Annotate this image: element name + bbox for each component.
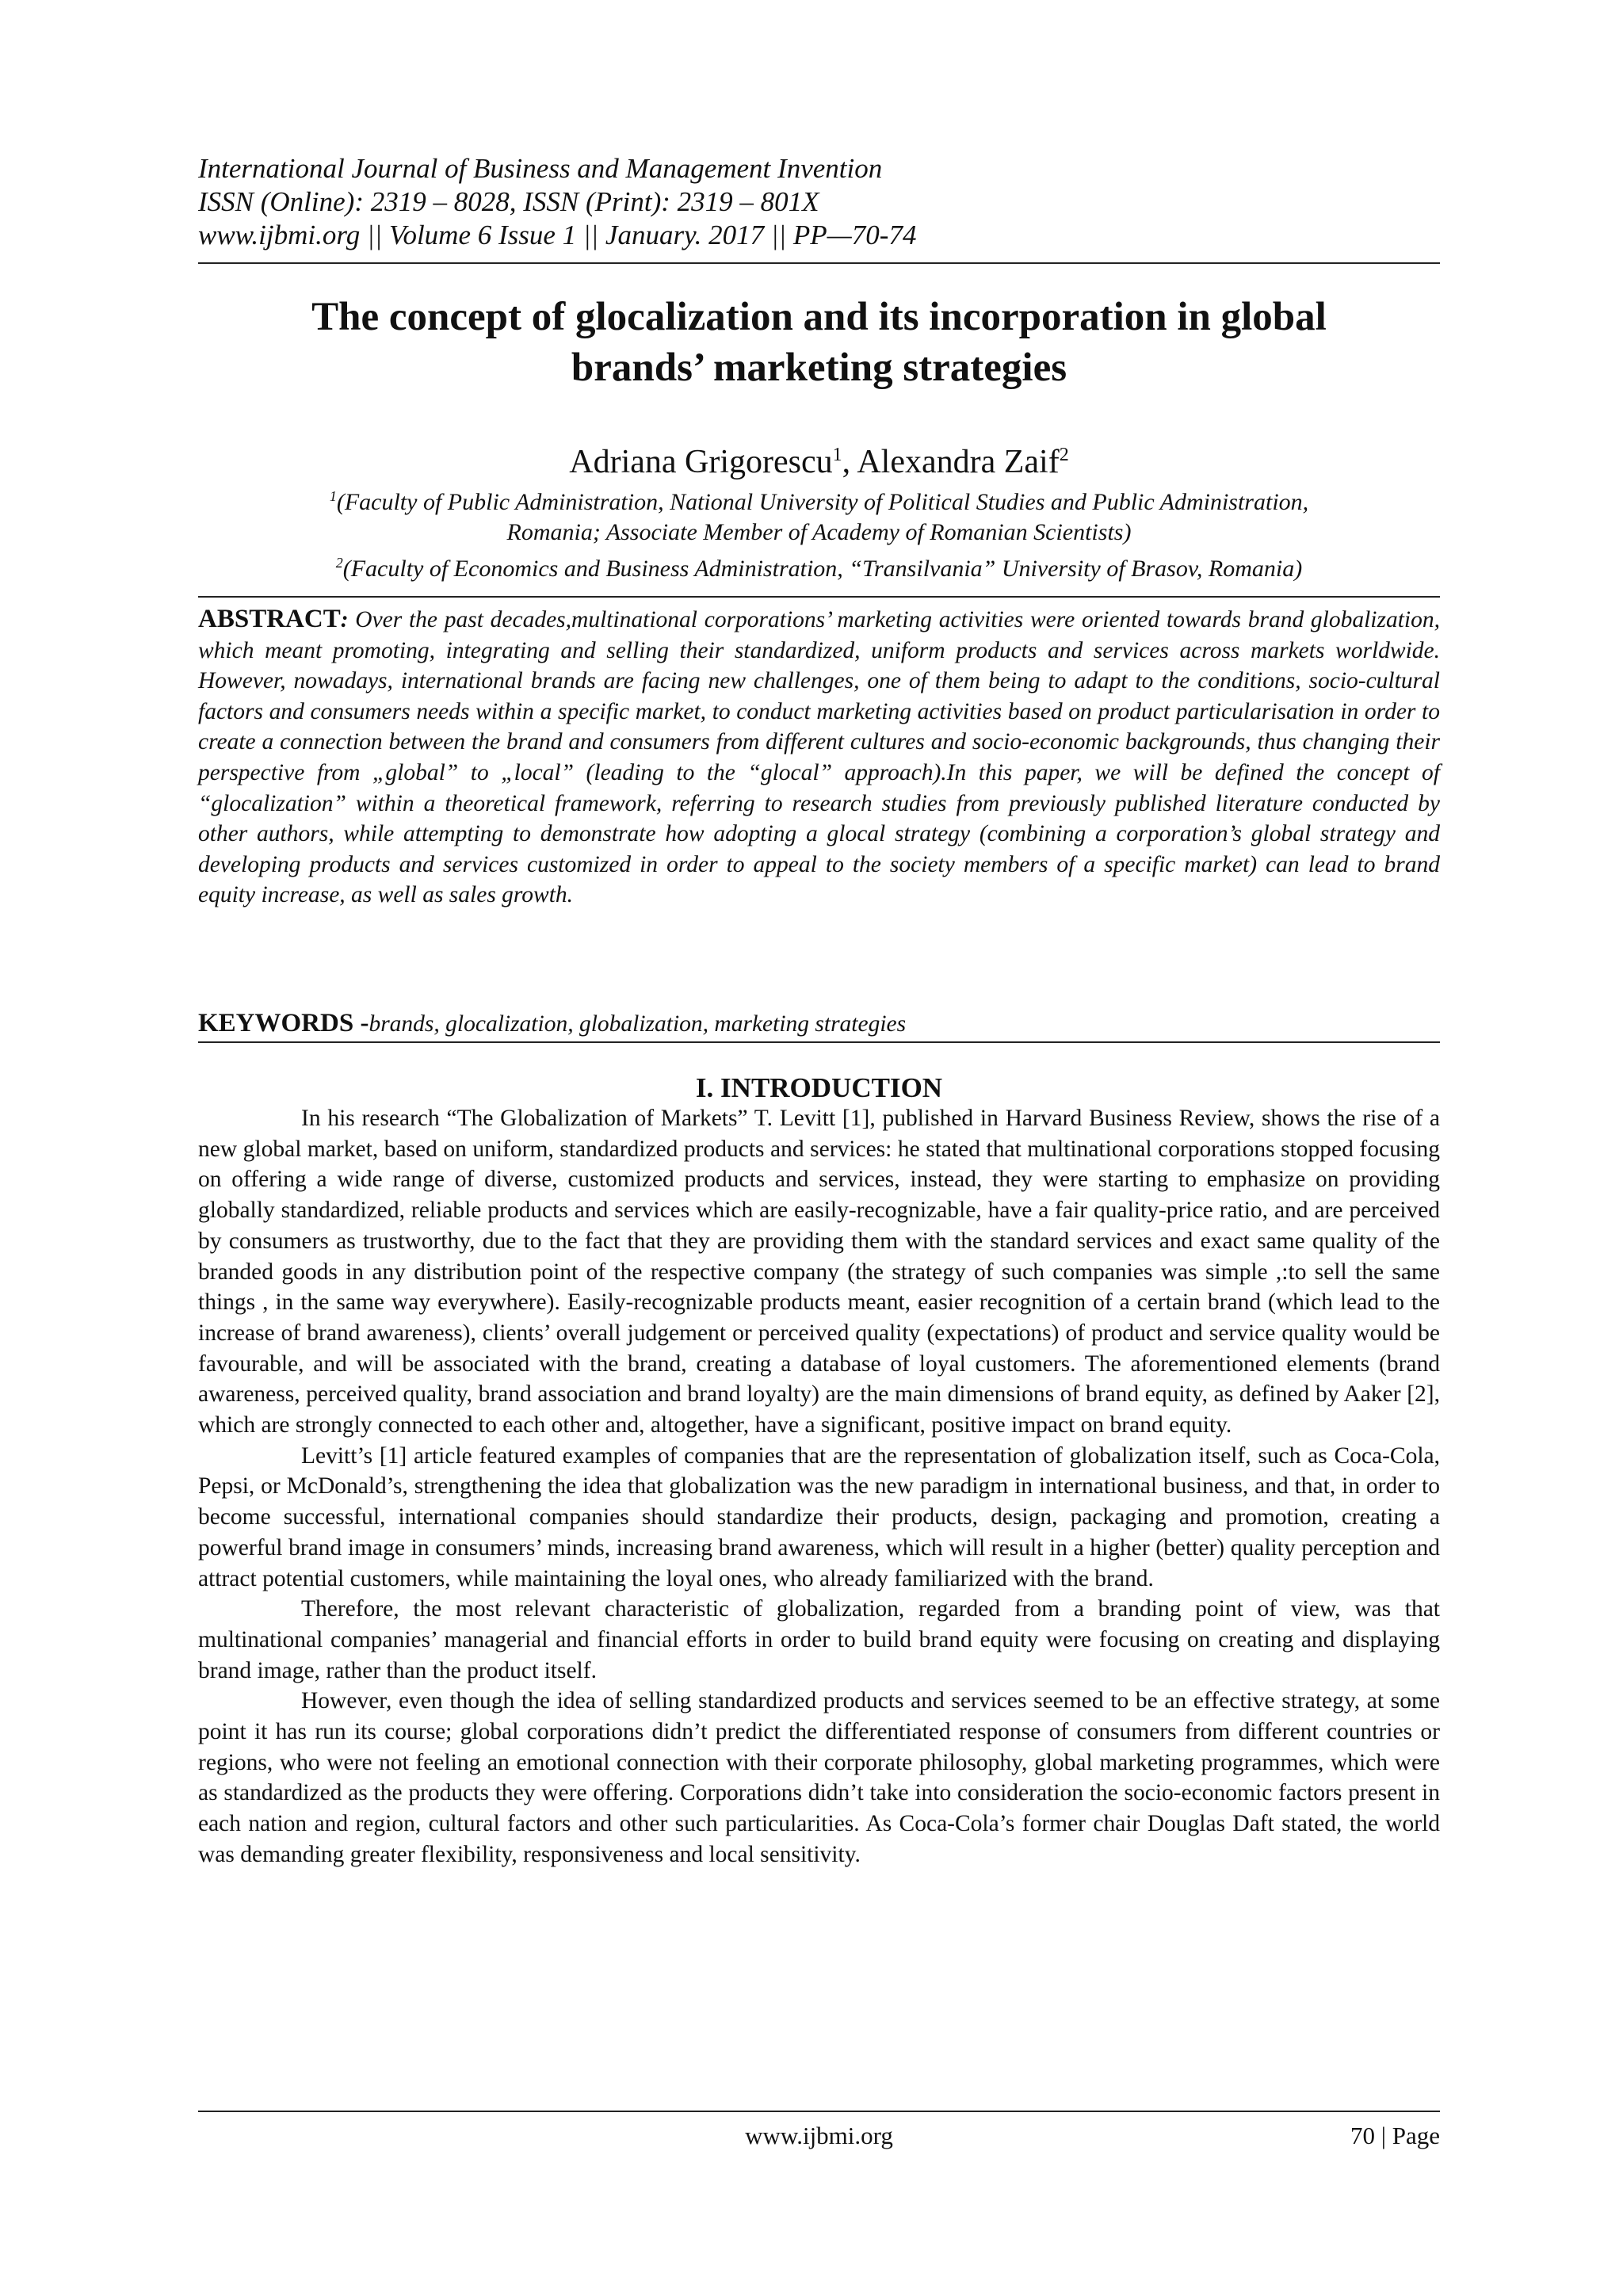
keywords-label: KEYWORDS - (198, 1009, 369, 1037)
title-line-1: The concept of glocalization and its incorporation in global (311, 295, 1327, 339)
author-separator: , (842, 444, 857, 480)
paragraph-3: Therefore, the most relevant characteristic of globalization, regarded from a branding point of view, was that multinational companies’ managerial and financial efforts in order to build brand equity were focusing on creating and displaying brand image, rather than the product itself. (198, 1596, 1440, 1683)
footer-website: www.ijbmi.org (745, 2122, 893, 2149)
author-1: Adriana Grigorescu (569, 444, 833, 480)
header-divider (198, 262, 1440, 264)
footer-page-number: 70 | Page (1350, 2122, 1440, 2149)
abstract-label: ABSTRACT (198, 605, 341, 633)
keywords-text: brands, glocalization, globalization, marketing strategies (369, 1011, 907, 1037)
affiliation-1-mark: 1 (329, 488, 337, 504)
paragraph-1: In his research “The Globalization of Markets” T. Levitt [1], published in Harvard Business Review, shows the rise of a new global market, based on uniform, standardized products and services: he stated that multinational corporations stopped focusing on offering a wide range of diverse, customized products and services, instead, they were starting to emphasize on providing globally standardized, reliable products and services which are easily-recognizable, have a fair quality-price ratio, and are perceived by consumers as trustworthy, due to the fact that they are providing them with the standard services and exact same quality of the branded goods in any distribution point of the respective company (the strategy of such companies was simple ,:to sell the same things , in the same way everywhere). Easily-recognizable products meant, easier recognition of a certain brand (which lead to the increase of brand awareness), clients’ overall judgement or perceived quality (expectations) of product and service quality would be favourable, and will be associated with the brand, creating a database of loyal customers. The aforementioned elements (brand awareness, perceived quality, brand association and brand loyalty) are the main dimensions of brand equity, as defined by Aaker [2], which are strongly connected to each other and, altogether, have a significant, positive impact on brand equity. (198, 1106, 1440, 1438)
author-2-affil-mark: 2 (1059, 445, 1069, 465)
author-list (198, 434, 1440, 483)
author-1-affil-mark: 1 (832, 445, 842, 465)
affiliation-2-mark: 2 (335, 555, 343, 571)
keywords-divider (198, 1041, 1440, 1043)
affiliation-2 (198, 548, 1440, 584)
title-line-2: brands’ marketing strategies (571, 346, 1067, 390)
journal-issn: ISSN (Online): 2319 – 8028, ISSN (Print): 2319 – 801X (198, 186, 819, 217)
keywords (198, 1008, 1440, 1039)
abstract-text: Over the past decades,multinational corporations’ marketing activities were oriented towards brand globalization, which meant promoting, integrating and selling their standardized, uniform products and services across markets worldwide. However, nowadays, international brands are facing new challenges, one of them being to adapt to the conditions, socio-cultural factors and consumers needs within a specific market, to conduct marketing activities based on product particularisation in order to create a connection between the brand and consumers from different cultures and socio-economic backgrounds, thus changing their perspective from „global” to „local” (leading to the “glocal” approach).In this paper, we will be defined the concept of “glocalization” within a theoretical framework, referring to research studies from previously published literature conducted by other authors, while attempting to demonstrate how adopting a glocal strategy (combining a corporation’s global strategy and developing products and services customized in order to appeal to the society members of a specific market) can lead to brand equity increase, as well as sales growth. (198, 607, 1440, 908)
affiliation-2-line-1: (Faculty of Economics and Business Administration, “Transilvania” University of Brasov, Romania) (342, 556, 1303, 582)
paragraph-4: However, even though the idea of selling standardized products and services seemed to be an effective strategy, at some point it has run its course; global corporations didn’t predict the differentiated response of consumers from different countries or regions, who were not feeling an emotional connection with their corporate philosophy, global marketing programmes, which were as standardized as the products they were offering. Corporations didn’t take into consideration the socio-economic factors present in each nation and region, cultural factors and other such particularities. As Coca-Cola’s former chair Douglas Daft stated, the world was demanding greater flexibility, responsiveness and local sensitivity. (198, 1688, 1440, 1867)
paper-title (198, 292, 1440, 393)
journal-volume: www.ijbmi.org || Volume 6 Issue 1 || January. 2017 || PP—70-74 (198, 220, 917, 250)
affiliations (198, 481, 1440, 584)
abstract-divider (198, 596, 1440, 598)
affiliation-1-line-2: Romania; Associate Member of Academy of Romanian Scientists) (506, 519, 1132, 545)
journal-header (198, 152, 1440, 252)
journal-name: International Journal of Business and Management Invention (198, 153, 883, 184)
affiliation-1 (198, 481, 1440, 518)
paragraph-2: Levitt’s [1] article featured examples of companies that are the representation of globalization itself, such as Coca-Cola, Pepsi, or McDonald’s, strengthening the idea that globalization was the new paradigm in international business, and that, in order to become successful, international companies should standardize their products, design, packaging and promotion, creating a powerful brand image in consumers’ minds, increasing brand awareness, which will result in a higher (better) quality perception and attract potential customers, while maintaining the loyal ones, who already familiarized with the brand. (198, 1442, 1440, 1591)
abstract (198, 604, 1440, 911)
section-heading: I. INTRODUCTION (695, 1072, 943, 1103)
affiliation-1-line-1: (Faculty of Public Administration, National University of Political Studies and Public Administration, (336, 489, 1309, 515)
abstract-colon: : (340, 607, 349, 632)
body-text (198, 1103, 1440, 1870)
footer-divider (198, 2111, 1440, 2112)
author-2: Alexandra Zaif (857, 444, 1060, 480)
